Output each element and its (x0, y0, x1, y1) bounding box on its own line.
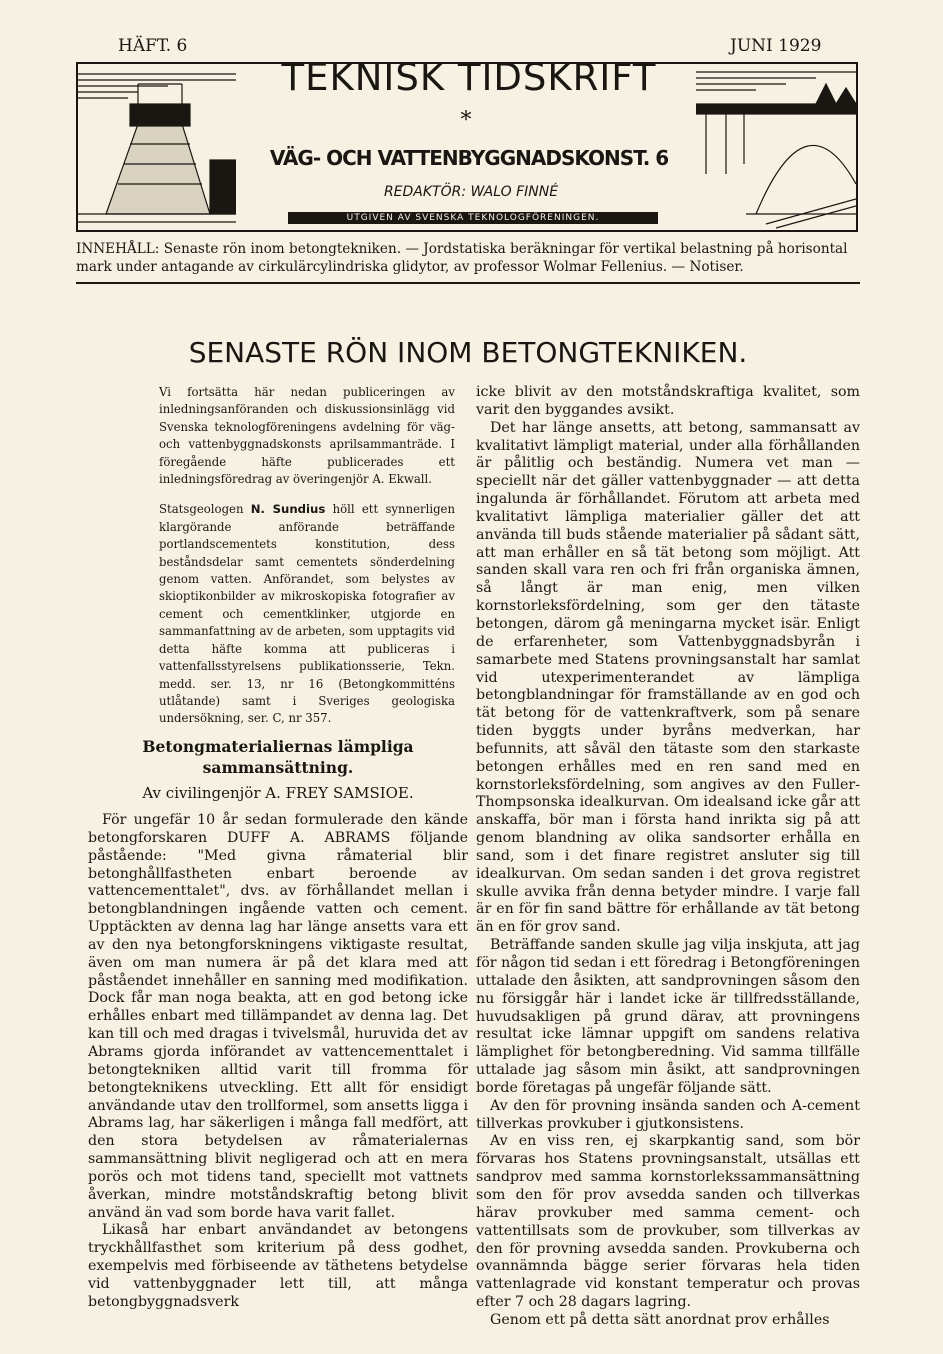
paragraph: För ungefär 10 år sedan formulerade den kände betongforskaren DUFF A. ABRAMS följande påstående: "Med givna råmaterial blir betonghållfastheten enbart beroende av vattencementtalet", dvs. av förhållandet mellan i betongblandningen ingående vatten och cement. Upptäckten av denna lag har länge ansetts vara ett av den nya betongforskningens viktigaste resultat, även om man numera är på det klara med att påståendet innehåller en sanning med modifikation. Dock får man noga beakta, att en god betong icke erhålles enbart med tillämpandet av denna lag. Det kan till och med dragas i tvivelsmål, huruvida det av Abrams gjorda införandet av vattencementtalet i betongtekniken alltid varit till fromma för betongteknikens utveckling. Ett allt för ensidigt användande utav den trollformel, som ansetts ligga i Abrams lag, har säkerligen i många fall medfört, att den stora betydelsen av råmaterialernas sammansättning blivit negligerad och att en mera porös och mot tidens tand, speciellt mot vattnets åverkan, mindre motståndskraftig betong blivit använd än vad som borde hava varit fallet. (88, 812, 468, 1221)
article-byline: Av civilingenjör A. FREY SAMSIOE. (142, 784, 414, 802)
intro-block (159, 384, 455, 741)
article-title: Betongmaterialiernas lämpliga sammansättning. (142, 737, 414, 777)
journal-subtitle: VÄG- OCH VATTENBYGGNADSKONST. 6 (269, 146, 669, 170)
article-column-1 (88, 812, 468, 1312)
intro-text: Statsgeologen (159, 502, 251, 517)
table-of-contents: INNEHÅLL: Senaste rön inom betongtekniken. — Jordstatiska beräkningar för vertikal belastning på horisontal mark under antagande av cirkulärcylindriska glidytor, av professor Wolmar Fellenius. — Notiser. (76, 241, 848, 275)
intro-paragraph-2 (159, 501, 455, 727)
publisher-banner: UTGIVEN AV SVENSKA TEKNOLOGFÖRENINGEN. (288, 212, 658, 224)
dam-illustration-icon (78, 64, 236, 230)
intro-text-2: höll ett synnerligen klargörande anförande beträffande portlandscementets konstitution, dess beståndsdelar samt cementets sönderdelning genom vatten. Anförandet, som belystes av skioptikonbilder av mikroskopiska fotografier av cement och cementklinker, utgjorde en sammanfattning av de arbeten, som upptagits vid detta häfte komma att publiceras i vattenfallsstyrelsens publikationsserie, Tekn. medd. ser. 13, nr 16 (Betongkommitténs utlåtande) samt i Sveriges geologiska undersökning, ser. C, nr 357. (159, 502, 455, 726)
article-column-2 (476, 384, 860, 1330)
intro-paragraph: Vi fortsätta här nedan publiceringen av inledningsanföranden och diskussionsinlägg vid Svenska teknologföreningens avdelning för väg- och vattenbyggnadskonsts aprilsammanträde. I föregående häfte publicerades ett inledningsföredrag av överingenjör A. Ekwall. (159, 385, 455, 487)
paragraph: Av den för provning insända sanden och A-cement tillverkas provkuber i gjutkonsistens. (476, 1097, 860, 1132)
bridge-illustration-icon (696, 64, 856, 230)
divider (76, 282, 860, 284)
paragraph: Likaså har enbart användandet av betongens tryckhållfasthet som kriterium på dess godhet, exempelvis med förbiseende av täthetens betydelse vid vattenbyggnader lett till, att många betongbyggnadsverk (88, 1222, 468, 1310)
speaker-name: N. Sundius (250, 502, 326, 517)
paragraph: Beträffande sanden skulle jag vilja inskjuta, att jag för någon tid sedan i ett föredrag i Betongföreningen uttalade den åsikten, att sandprovningen såsom den nu försiggår här i landet icke är tillfredsställande, huvudsakligen på grund därav, att provningens resultat icke lämnar uppgift om sandens relativa lämplighet för betongberedning. Vid samma tillfälle uttalade jag såsom min åsikt, att sandprovningen borde företagas på ungefär följande sätt. (476, 937, 860, 1096)
paragraph: Det har länge ansetts, att betong, sammansatt av kvalitativt lämpligt material, under alla förhållanden är pålitlig och beständig. Numera vet man — speciellt när det gäller vattenbyggnader — att detta ingalunda är förhållandet. Förutom att arbeta med kvalitativt lämpliga materialier gäller det att använda till buds stående materialier på sådant sätt, att man erhåller en så tät betong som möjligt. Att sanden skall vara ren och fri från organiska ämnen, så långt är man enig, men vilken kornstorleksfördelning, som ger den tätaste betongen, därom gå meningarna mycket isär. Enligt de erfarenheter, som Vattenbyggnadsbyrån i samarbete med Statens provningsanstalt har samlat vid utexperimenterandet av lämpliga betongblandningar för framställande av en god och tät betong för de vattenkraftverk, som på senare tiden byggts under byråns medverkan, har befunnits, att såväl den tätaste som den starkaste betongen erhålles med en ren sand med en kornstorleksfördelning, som angives av den Fuller-Thompsonska idealkurvan. Om idealsand icke går att anskaffa, bör man i första hand inrikta sig på att genom blandning av olika sandsorter erhålla en sand, som i det finare registret ansluter sig till idealkurvan. Om sedan sanden i det grova registret skulle avvika från denna betyder mindre. I varje fall är en för fin sand bättre för erhållande av tät betong än en för grov sand. (476, 419, 860, 936)
journal-title: TEKNISK TIDSKRIFT (281, 56, 657, 99)
issue-date: JUNI 1929 (730, 36, 822, 56)
section-headline: SENASTE RÖN INOM BETONGTEKNIKEN. (188, 336, 748, 369)
paragraph: Av en viss ren, ej skarpkantig sand, som bör förvaras hos Statens provningsanstalt, utsällas ett sandprov med samma kornstorlekssammansättning som den för prov avsedda sanden och tillverkas härav provkuber med samma cement- och vattentillsats som de provkuber, som tillverkas av den för provning avsedda sanden. Provkuberna och ovannämnda bägge serier förvaras hela tiden vattenlagrade vid konstant temperatur och provas efter 7 och 28 dagars lagring. (476, 1133, 860, 1311)
paragraph: Genom ett på detta sätt anordnat prov erhålles (490, 1311, 830, 1328)
issue-number: HÄFT. 6 (118, 36, 188, 56)
paragraph: icke blivit av den motståndskraftiga kvalitet, som varit den byggandes avsikt. (476, 384, 860, 418)
star-ornament: * (460, 108, 472, 133)
editor-line: REDAKTÖR: WALO FINNÉ (383, 184, 559, 200)
